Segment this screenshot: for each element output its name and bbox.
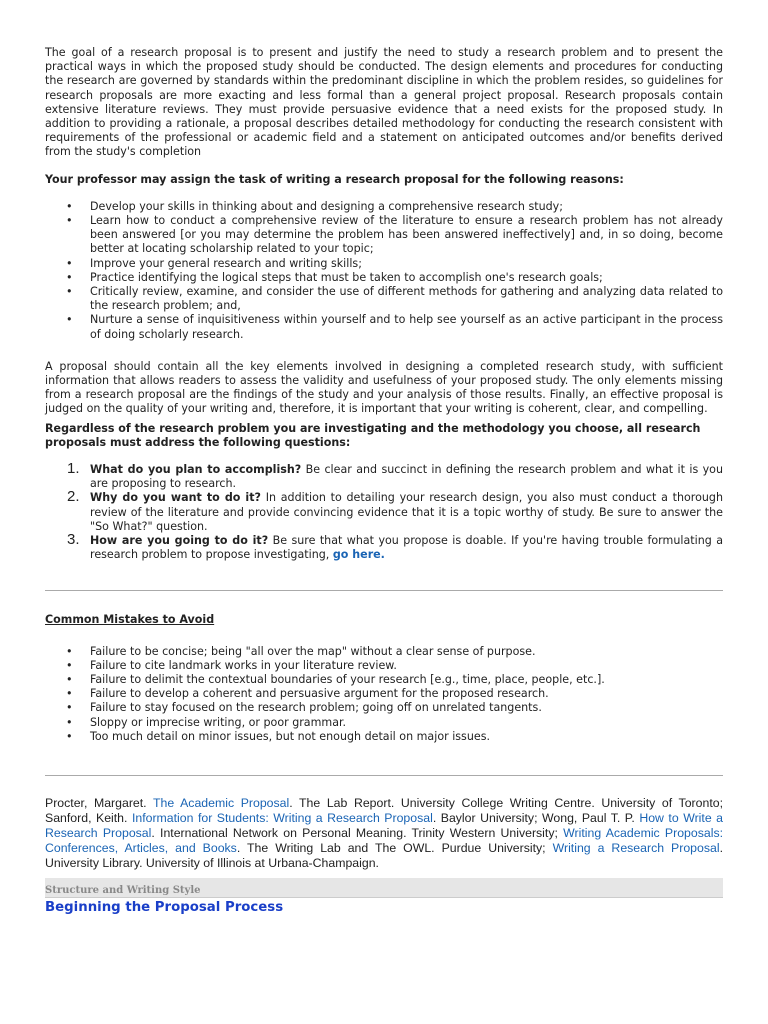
bullet-icon: • [66, 672, 73, 686]
list-item: • Failure to be concise; being "all over the map" without a clear sense of purpose. [66, 644, 536, 658]
bullet-icon: • [66, 270, 73, 284]
list-item: • Practice identifying the logical steps that must be taken to accomplish one's research goals; [66, 270, 603, 284]
academic-proposal-link[interactable]: The Academic Proposal [152, 795, 290, 810]
bullet-icon: • [66, 313, 73, 327]
answer-text: Be sure that what you propose is doable. If you're having trouble formulating a research problem to propose investigating, [90, 534, 723, 562]
proposal-paragraph: A proposal should contain all the key elements involved in designing a completed research study, with sufficient information that allows readers to assess the validity and usefulness of your proposed study. The only elements missing from a research proposal are the findings of the study and your analysis of those results. Finally, an effective proposal is judged on the quality of your writing and, therefore, it is important that your writing is coherent, clear, and compelling. [45, 359, 723, 416]
bullet-icon: • [66, 715, 73, 729]
bullet-icon: • [66, 199, 73, 213]
list-item: • Critically review, examine, and consider the use of different methods for gathering and analyzing data related to the research problem; and, [66, 285, 723, 313]
answer-text: In addition to detailing your research design, you also must conduct a thorough review of the literature and provide convincing evidence that it is a topic worthy of study. Be sure to answer the "So What?" question. [90, 491, 723, 533]
next-section-title[interactable]: Beginning the Proposal Process [45, 900, 284, 916]
question-text: Why do you want to do it? [90, 491, 261, 505]
list-item: • Develop your skills in thinking about and designing a comprehensive research study; [66, 199, 563, 213]
bullet-icon: • [66, 658, 73, 672]
question-text: How are you going to do it? [90, 534, 269, 548]
list-item: • Failure to cite landmark works in your literature review. [66, 658, 397, 672]
go-here-link[interactable]: go here. [332, 548, 385, 562]
info-for-students-link[interactable]: Information for Students: Writing a Research Proposal [131, 811, 433, 826]
document-content [45, 46, 723, 917]
list-item: • Sloppy or imprecise writing, or poor grammar. [66, 715, 347, 729]
references: Procter, Margaret. The Academic Proposal. The Lab Report. University College Writing Centre. University of Toronto; Sanford, Keith. Information for Students: Writing a Research Proposal. Baylor University; Wong, Paul T. P. How to Write a Research Proposal. International Network on Personal Meaning. Trinity Western University; Writing Academic Proposals: Conferences, Articles, and Books. The Writing Lab and The OWL. Purdue University; Writing a Research Proposal. University Library. University of Illinois at Urbana-Champaign. [45, 795, 724, 871]
answer-text: Be clear and succinct in defining the research problem and what it is you are proposing to research. [90, 463, 723, 491]
divider [45, 590, 723, 591]
mistakes-heading: Common Mistakes to Avoid [45, 612, 215, 626]
list-item: • Too much detail on minor issues, but not enough detail on major issues. [66, 729, 490, 743]
section-nav-bar[interactable] [45, 878, 723, 898]
intro-paragraph: The goal of a research proposal is to present and justify the need to study a research problem and to present the practical ways in which the proposed study should be conducted. The design elements and procedures for conducting the research are governed by standards within the predominant discipline in which the problem resides, so guidelines for research proposals are more exacting and less formal than a general project proposal. Research proposals contain extensive literature reviews. They must provide persuasive evidence that a need exists for the proposed study. In addition to providing a rationale, a proposal describes detailed methodology for conducting the research consistent with requirements of the professional or academic field and a statement on anticipated outcomes and/or benefits derived from the study's completion [45, 46, 723, 159]
bullet-icon: • [66, 729, 73, 743]
reasons-list [45, 200, 723, 342]
item-number: 3. [67, 531, 80, 549]
list-item [45, 488, 723, 534]
item-number: 2. [67, 488, 80, 506]
bullet-icon: • [66, 256, 73, 270]
list-item: • Learn how to conduct a comprehensive review of the literature to ensure a research problem has not already been answered [or you may determine the problem has been answered ineffectively] and, in so doing, become better at locating scholarship related to your topic; [66, 214, 723, 256]
list-item: • Nurture a sense of inquisitiveness within yourself and to help see yourself as an active participant in the process of doing scholarly research. [66, 313, 723, 341]
questions-list [45, 460, 723, 562]
divider [45, 775, 723, 776]
bullet-icon: • [66, 214, 73, 228]
list-item: • Failure to stay focused on the research problem; going off on unrelated tangents. [66, 701, 542, 715]
list-item [45, 531, 723, 562]
list-item [45, 460, 723, 491]
mistakes-list [45, 645, 723, 744]
nav-label[interactable]: Structure and Writing Style [45, 885, 201, 897]
writing-academic-proposals-link[interactable]: Writing Academic Proposals: Conferences, Articles, and Books [45, 826, 724, 856]
bullet-icon: • [66, 687, 73, 701]
reasons-heading: Your professor may assign the task of writing a research proposal for the following reasons: [45, 172, 624, 186]
bullet-icon: • [66, 285, 73, 299]
list-item: • Failure to develop a coherent and persuasive argument for the proposed research. [66, 687, 549, 701]
writing-research-proposal-link[interactable]: Writing a Research Proposal [552, 841, 720, 856]
list-item: • Failure to delimit the contextual boundaries of your research [e.g., time, place, people, etc.]. [66, 672, 605, 686]
bullet-icon: • [66, 701, 73, 715]
bullet-icon: • [66, 644, 73, 658]
list-item: • Improve your general research and writing skills; [66, 256, 362, 270]
question-text: What do you plan to accomplish? [90, 463, 302, 477]
item-number: 1. [67, 460, 80, 478]
questions-heading: Regardless of the research problem you are investigating and the methodology you choose, all research proposals must address the following questions: [45, 421, 701, 449]
how-to-write-link[interactable]: How to Write a Research Proposal [45, 811, 723, 841]
